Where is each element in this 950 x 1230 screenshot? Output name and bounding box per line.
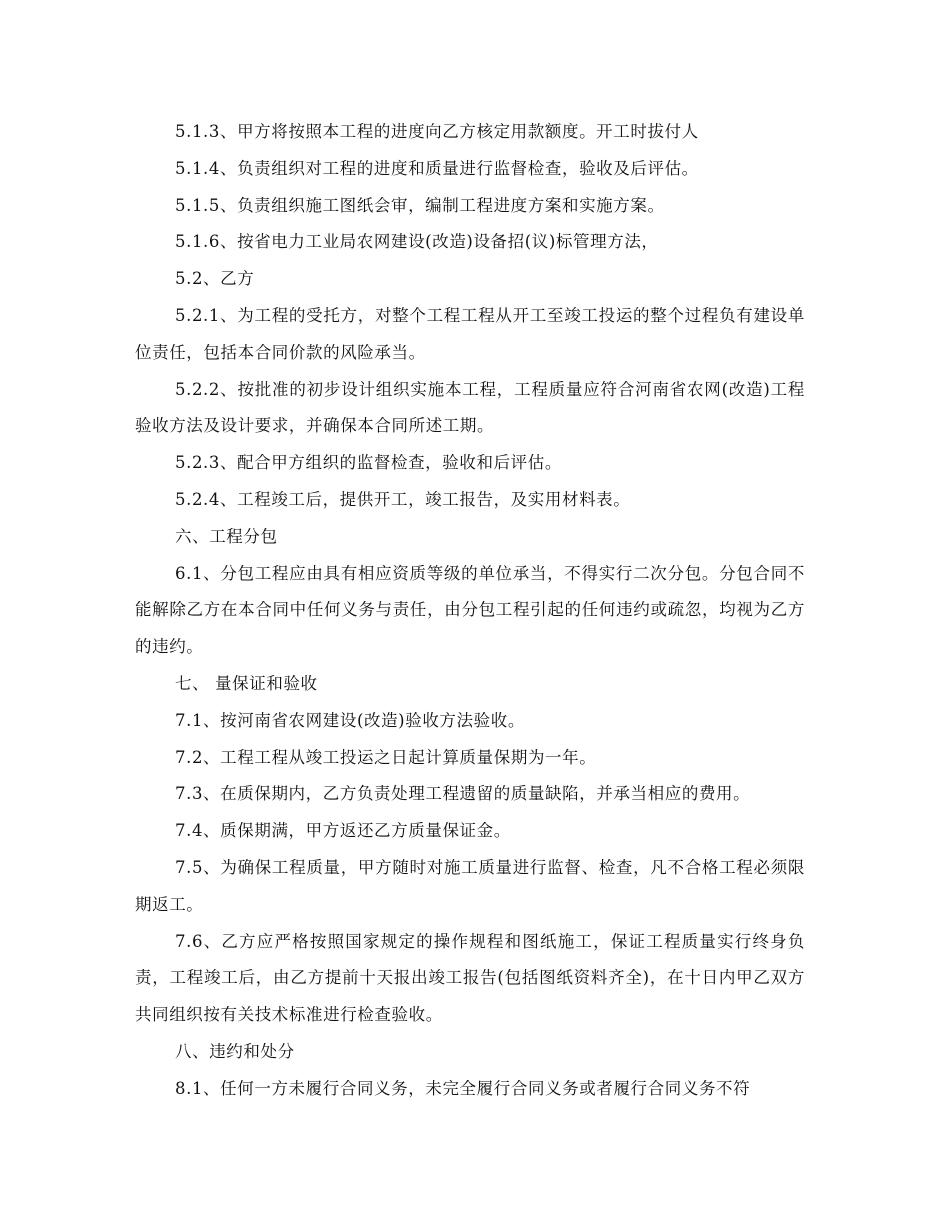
section-8-heading: 八、违约和处分 (175, 1041, 295, 1061)
clause-5-1-6: 5.1.6、按省电力工业局农网建设(改造)设备招(议)标管理方法， (175, 232, 659, 252)
clause-7-2: 7.2、工程工程从竣工投运之日起计算质量保期为一年。 (175, 747, 597, 767)
section-5-2-heading: 5.2、乙方 (175, 269, 255, 289)
clause-5-2-2: 5.2.2、按批准的初步设计组织实施本工程，工程质量应符合河南省农网(改造)工程验收方法及设计要求，并确保本合同所述工期。 (135, 379, 805, 436)
section-6-heading: 六、工程分包 (175, 526, 278, 546)
clause-6-1: 6.1、分包工程应由具有相应资质等级的单位承当，不得实行二次分包。分包合同不能解除乙方在本合同中任何义务与责任，由分包工程引起的任何违约或疏忽，均视为乙方的违约。 (135, 563, 805, 657)
clause-7-4: 7.4、质保期满，甲方返还乙方质量保证金。 (175, 821, 511, 841)
clause-5-1-4: 5.1.4、负责组织对工程的进度和质量进行监督检查，验收及后评估。 (175, 158, 699, 178)
clause-7-1: 7.1、按河南省农网建设(改造)验收方法验收。 (175, 710, 525, 730)
clause-5-1-3: 5.1.3、甲方将按照本工程的进度向乙方核定用款额度。开工时拔付人 (175, 122, 699, 141)
document-body (135, 114, 805, 1108)
clause-8-1: 8.1、任何一方未履行合同义务，未完全履行合同义务或者履行合同义务不符 (175, 1078, 751, 1098)
clause-5-2-1: 5.2.1、为工程的受托方，对整个工程工程从开工至竣工投运的整个过程负有建设单位责任，包括本合同价款的风险承当。 (135, 305, 805, 362)
clause-5-1-5: 5.1.5、负责组织施工图纸会审，编制工程进度方案和实施方案。 (175, 195, 665, 215)
clause-5-2-3: 5.2.3、配合甲方组织的监督检查，验收和后评估。 (175, 453, 562, 473)
clause-7-3: 7.3、在质保期内，乙方负责处理工程遗留的质量缺陷，并承当相应的费用。 (175, 784, 751, 804)
clause-5-2-4: 5.2.4、工程竣工后，提供开工，竣工报告，及实用材料表。 (175, 489, 631, 509)
section-7-heading: 七、 量保证和验收 (175, 673, 318, 693)
clause-7-6: 7.6、乙方应严格按照国家规定的操作规程和图纸施工，保证工程质量实行终身负责，工程竣工后，由乙方提前十天报出竣工报告(包括图纸资料齐全)，在十日内甲乙双方共同组织按有关技术标准进行检查验收。 (135, 931, 805, 1025)
clause-7-5: 7.5、为确保工程质量，甲方随时对施工质量进行监督、检查，凡不合格工程必须限期返工。 (135, 857, 805, 914)
